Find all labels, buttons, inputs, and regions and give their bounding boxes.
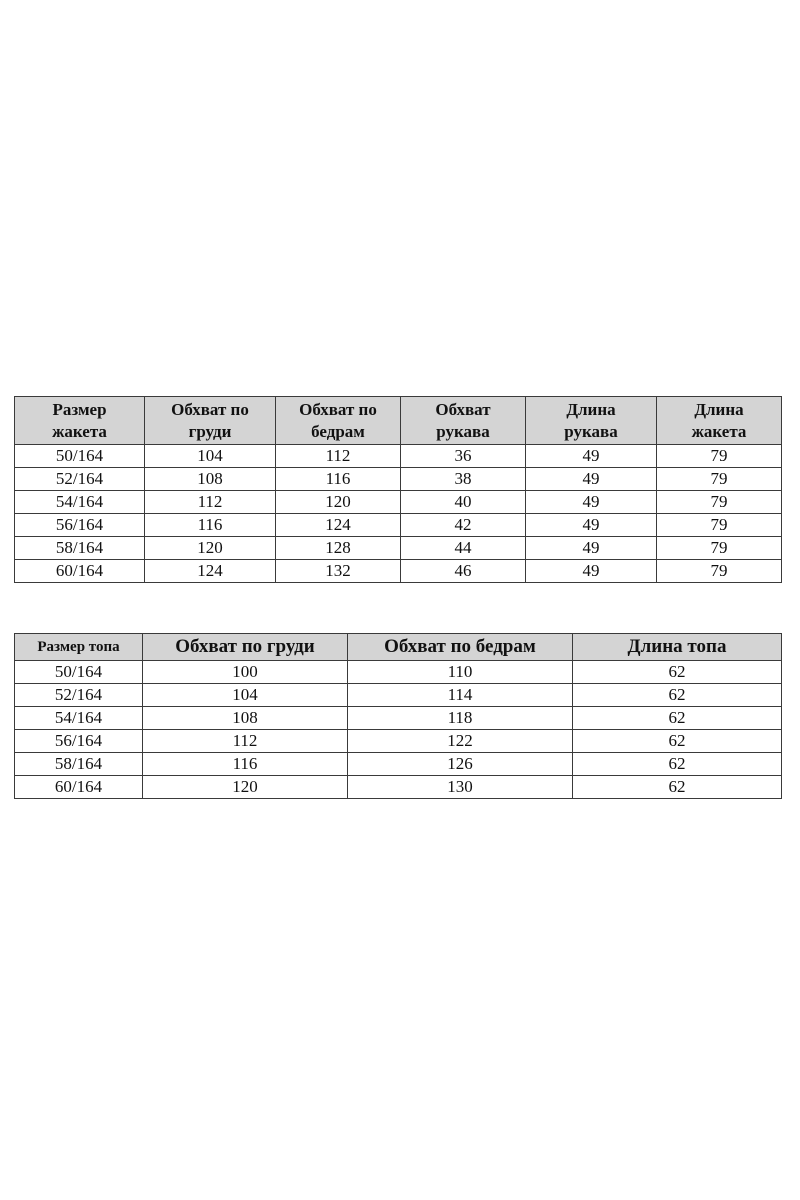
jacket-size-table: [14, 396, 782, 583]
table-cell: 56/164: [15, 514, 145, 537]
table-cell: 52/164: [15, 468, 145, 491]
table-cell: 62: [573, 776, 782, 799]
table-cell: 118: [348, 707, 573, 730]
table-cell: 58/164: [15, 753, 143, 776]
top-header-row: [15, 634, 782, 661]
table-cell: 49: [526, 514, 657, 537]
table-cell: 130: [348, 776, 573, 799]
table-cell: 79: [657, 560, 782, 583]
top-size-table: [14, 633, 782, 799]
jacket-header-hips: Обхват по бедрам: [276, 397, 401, 445]
table-cell: 112: [276, 445, 401, 468]
table-row: [15, 753, 782, 776]
table-row: [15, 468, 782, 491]
jacket-header-sleeve-length: Длина рукава: [526, 397, 657, 445]
table-cell: 79: [657, 491, 782, 514]
table-cell: 128: [276, 537, 401, 560]
table-cell: 132: [276, 560, 401, 583]
table-cell: 44: [401, 537, 526, 560]
table-cell: 62: [573, 753, 782, 776]
table-cell: 62: [573, 661, 782, 684]
table-cell: 52/164: [15, 684, 143, 707]
top-header-hips: Обхват по бедрам: [348, 634, 573, 661]
top-header-size: Размер топа: [15, 634, 143, 661]
table-cell: 124: [276, 514, 401, 537]
table-cell: 62: [573, 730, 782, 753]
table-cell: 116: [145, 514, 276, 537]
table-cell: 54/164: [15, 707, 143, 730]
jacket-header-size: Размер жакета: [15, 397, 145, 445]
table-row: [15, 514, 782, 537]
table-cell: 62: [573, 707, 782, 730]
table-cell: 120: [276, 491, 401, 514]
table-cell: 49: [526, 468, 657, 491]
table-row: [15, 776, 782, 799]
table-cell: 40: [401, 491, 526, 514]
table-cell: 112: [145, 491, 276, 514]
table-cell: 58/164: [15, 537, 145, 560]
jacket-header-row: [15, 397, 782, 445]
table-cell: 36: [401, 445, 526, 468]
table-cell: 46: [401, 560, 526, 583]
table-cell: 49: [526, 445, 657, 468]
table-row: [15, 661, 782, 684]
table-cell: 50/164: [15, 445, 145, 468]
table-cell: 79: [657, 468, 782, 491]
table-cell: 100: [143, 661, 348, 684]
table-cell: 56/164: [15, 730, 143, 753]
table-row: [15, 537, 782, 560]
table-cell: 120: [143, 776, 348, 799]
jacket-header-jacket-length: Длина жакета: [657, 397, 782, 445]
table-cell: 104: [145, 445, 276, 468]
table-cell: 79: [657, 537, 782, 560]
table-cell: 116: [276, 468, 401, 491]
table-cell: 49: [526, 560, 657, 583]
table-cell: 116: [143, 753, 348, 776]
table-cell: 114: [348, 684, 573, 707]
table-row: [15, 684, 782, 707]
table-cell: 124: [145, 560, 276, 583]
table-cell: 60/164: [15, 776, 143, 799]
table-row: [15, 560, 782, 583]
table-cell: 110: [348, 661, 573, 684]
table-cell: 108: [145, 468, 276, 491]
table-row: [15, 491, 782, 514]
table-cell: 120: [145, 537, 276, 560]
table-cell: 62: [573, 684, 782, 707]
table-cell: 54/164: [15, 491, 145, 514]
table-cell: 60/164: [15, 560, 145, 583]
table-cell: 38: [401, 468, 526, 491]
jacket-header-chest: Обхват по груди: [145, 397, 276, 445]
table-cell: 112: [143, 730, 348, 753]
top-header-chest: Обхват по груди: [143, 634, 348, 661]
table-cell: 49: [526, 491, 657, 514]
table-cell: 50/164: [15, 661, 143, 684]
table-cell: 126: [348, 753, 573, 776]
table-cell: 104: [143, 684, 348, 707]
table-cell: 79: [657, 514, 782, 537]
table-cell: 79: [657, 445, 782, 468]
jacket-header-sleeve-girth: Обхват рукава: [401, 397, 526, 445]
top-header-top-length: Длина топа: [573, 634, 782, 661]
table-row: [15, 707, 782, 730]
table-cell: 108: [143, 707, 348, 730]
table-cell: 42: [401, 514, 526, 537]
table-row: [15, 730, 782, 753]
table-cell: 122: [348, 730, 573, 753]
table-row: [15, 445, 782, 468]
table-cell: 49: [526, 537, 657, 560]
